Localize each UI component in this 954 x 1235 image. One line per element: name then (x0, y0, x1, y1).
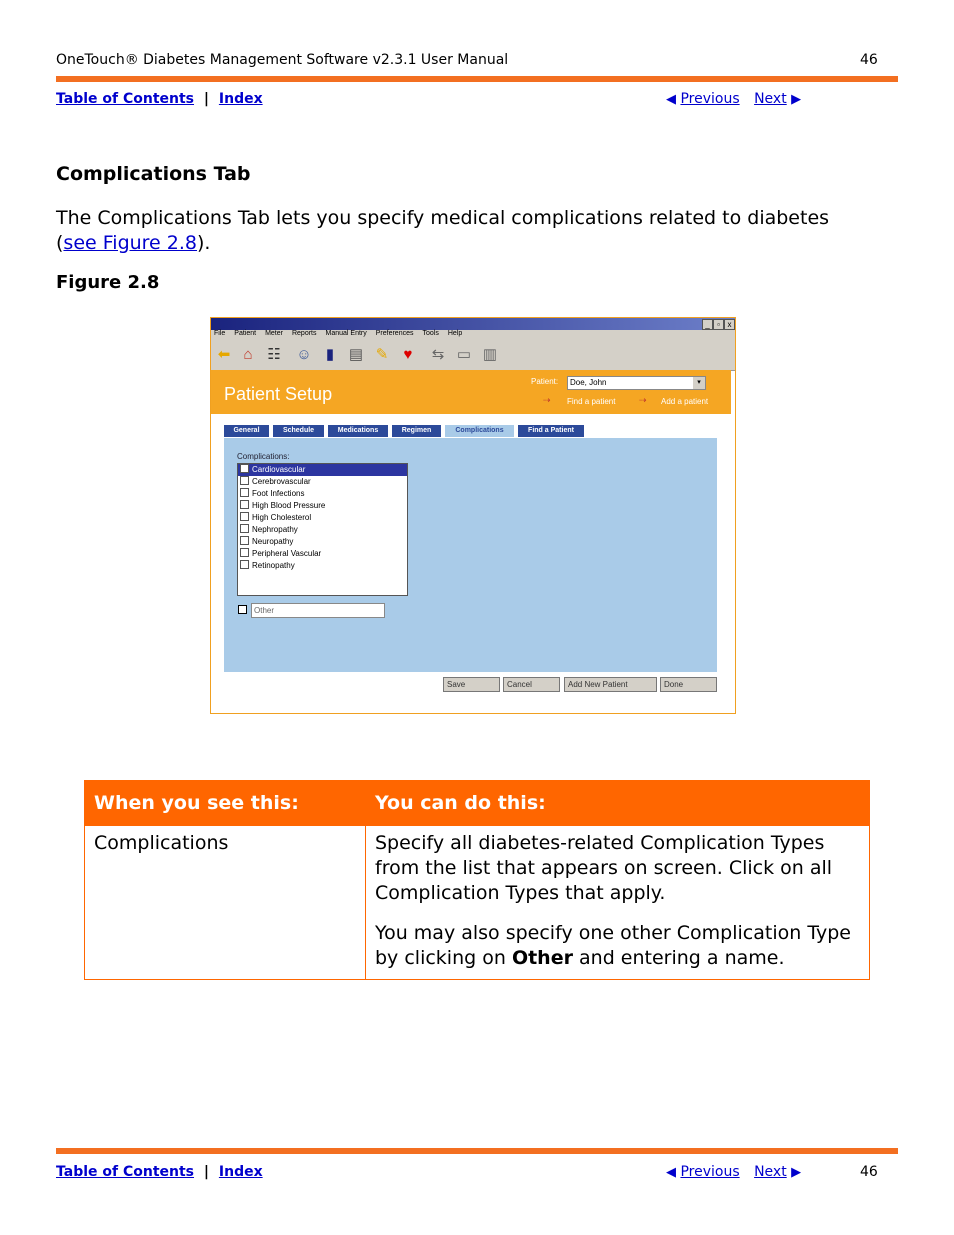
banner-title: Patient Setup (224, 384, 333, 404)
add-new-patient-button[interactable]: Add New Patient (564, 677, 657, 692)
tab-schedule[interactable]: Schedule (273, 425, 324, 437)
checkbox[interactable] (240, 488, 249, 497)
checkbox[interactable] (240, 548, 249, 557)
list-item-label: Retinopathy (252, 561, 295, 570)
list-item-label: Nephropathy (252, 525, 298, 534)
window-titlebar (211, 318, 735, 330)
checkbox[interactable] (240, 500, 249, 509)
page-number-bottom: 46 (860, 1164, 878, 1180)
table-header-see: When you see this: (85, 781, 366, 826)
tab-complications[interactable]: Complications (445, 425, 514, 437)
checkbox[interactable] (240, 560, 249, 569)
find-arrow-icon: ⇢ (543, 395, 551, 405)
next-arrow-icon[interactable]: ▶ (791, 1165, 802, 1180)
transfer-icon[interactable]: ⇆ (431, 346, 445, 363)
tab-general[interactable]: General (224, 425, 269, 437)
list-item-label: Cerebrovascular (252, 477, 311, 486)
list-item[interactable] (238, 464, 407, 476)
desc2-bold: Other (511, 947, 573, 969)
complications-list (237, 463, 408, 596)
previous-arrow-icon[interactable]: ◀ (666, 92, 676, 107)
menu-tools[interactable]: Tools (422, 330, 439, 337)
done-button[interactable]: Done (660, 677, 717, 692)
list-item-label: Cardiovascular (252, 465, 306, 474)
table-header-do: You can do this: (366, 781, 870, 826)
tab-find-a-patient[interactable]: Find a Patient (518, 425, 584, 437)
footer-rule (56, 1148, 898, 1154)
previous-link-bottom[interactable]: Previous (680, 1164, 740, 1180)
complications-label: Complications: (237, 452, 290, 461)
back-arrow-icon[interactable]: ⬅ (217, 346, 231, 363)
toolbar (211, 342, 735, 371)
checkbox[interactable] (240, 536, 249, 545)
keyboard-icon[interactable]: ▭ (456, 346, 472, 363)
list-item-label: Neuropathy (252, 537, 294, 546)
document-header-title: OneTouch® Diabetes Management Software v2.3.1 User Manual (56, 52, 509, 68)
checkbox[interactable] (240, 476, 249, 485)
next-link-bottom[interactable]: Next (754, 1164, 787, 1180)
menu-help[interactable]: Help (447, 330, 463, 337)
checkbox[interactable] (240, 512, 249, 521)
checkbox[interactable] (240, 464, 249, 473)
home-icon[interactable]: ⌂ (243, 346, 253, 363)
list-item[interactable] (238, 536, 407, 548)
nav-separator: | (203, 91, 210, 107)
other-checkbox[interactable] (238, 605, 247, 614)
section-title: Complications Tab (56, 163, 251, 185)
maximize-icon[interactable]: ▫ (713, 319, 724, 330)
menu-preferences[interactable]: Preferences (375, 330, 414, 337)
menu-meter[interactable]: Meter (265, 330, 283, 337)
heart-icon[interactable]: ♥ (403, 346, 413, 363)
cancel-button[interactable]: Cancel (503, 677, 560, 692)
menu-file[interactable]: File (214, 330, 226, 337)
description-para-2 (375, 921, 860, 971)
tab-medications[interactable]: Medications (328, 425, 388, 437)
table-row (85, 826, 870, 980)
list-item[interactable] (238, 548, 407, 560)
complications-panel (224, 438, 717, 672)
add-arrow-icon: ⇢ (639, 395, 647, 405)
app-screenshot (210, 317, 736, 714)
info-table (84, 780, 870, 980)
page-number-top: 46 (860, 52, 878, 68)
index-link-top[interactable]: Index (218, 91, 263, 107)
top-nav-right (666, 91, 801, 107)
row-label: Complications (85, 826, 366, 980)
nav-separator: | (203, 1164, 210, 1180)
meter-icon[interactable]: ▮ (325, 346, 335, 363)
header-rule (56, 76, 898, 82)
next-link-top[interactable]: Next (754, 91, 787, 107)
list-item[interactable] (238, 524, 407, 536)
minimize-icon[interactable]: _ (702, 319, 713, 330)
close-icon[interactable]: x (724, 319, 735, 330)
menu-bar (211, 330, 735, 342)
menu-patient[interactable]: Patient (234, 330, 257, 337)
description-para-1: Specify all diabetes-related Complication Types from the list that appears on screen. Click on all Complication Types that apply. (375, 832, 833, 904)
patient-label: Patient: (531, 377, 559, 386)
tab-regimen[interactable]: Regimen (392, 425, 441, 437)
person-icon[interactable]: ☺ (296, 346, 312, 363)
list-item-label: High Blood Pressure (252, 501, 326, 510)
list-item[interactable] (238, 488, 407, 500)
previous-arrow-icon[interactable]: ◀ (666, 1165, 676, 1180)
save-button[interactable]: Save (443, 677, 500, 692)
list-item-label: Peripheral Vascular (252, 549, 322, 558)
pencil-icon[interactable]: ✎ (375, 346, 389, 363)
index-link-bottom[interactable]: Index (218, 1164, 263, 1180)
previous-link-top[interactable]: Previous (680, 91, 740, 107)
desc2-text: You may also specify one other Complication Type by clicking on (375, 922, 851, 969)
paragraph-text: The Complications Tab lets you specify medical complications related to diabetes ( (56, 207, 830, 254)
toc-link-bottom[interactable]: Table of Contents (56, 1164, 195, 1180)
list-item[interactable] (238, 560, 407, 572)
top-nav-left (56, 91, 263, 107)
list-item[interactable] (238, 476, 407, 488)
list-item[interactable] (238, 500, 407, 512)
printer-icon[interactable]: ▥ (482, 346, 498, 363)
chevron-down-icon[interactable]: ▾ (693, 377, 705, 389)
list-icon[interactable]: ☷ (267, 346, 281, 363)
paragraph-text-end: ). (197, 232, 211, 254)
intro-paragraph (56, 206, 856, 256)
figure-label: Figure 2.8 (56, 272, 160, 293)
patient-select[interactable] (567, 376, 706, 390)
desc2-text-end: and entering a name. (572, 947, 785, 969)
menu-reports[interactable]: Reports (291, 330, 317, 337)
find-patient-link[interactable]: Find a patient (567, 397, 616, 406)
list-item[interactable] (238, 512, 407, 524)
list-item-label: Foot Infections (252, 489, 305, 498)
list-item-label: High Cholesterol (252, 513, 312, 522)
table-header-row (85, 781, 870, 826)
patient-select-value: Doe, John (570, 378, 607, 387)
bottom-nav-left (56, 1164, 263, 1180)
clipboard-icon[interactable]: ▤ (348, 346, 364, 363)
checkbox[interactable] (240, 524, 249, 533)
add-patient-link[interactable]: Add a patient (661, 397, 709, 406)
toc-link-top[interactable]: Table of Contents (56, 91, 195, 107)
menu-manual-entry[interactable]: Manual Entry (325, 330, 367, 337)
figure-link[interactable]: see Figure 2.8 (63, 232, 198, 254)
other-input[interactable]: Other (251, 603, 385, 618)
bottom-nav-right (666, 1164, 801, 1180)
row-description (366, 826, 870, 980)
patient-setup-banner (211, 370, 731, 414)
next-arrow-icon[interactable]: ▶ (791, 92, 802, 107)
